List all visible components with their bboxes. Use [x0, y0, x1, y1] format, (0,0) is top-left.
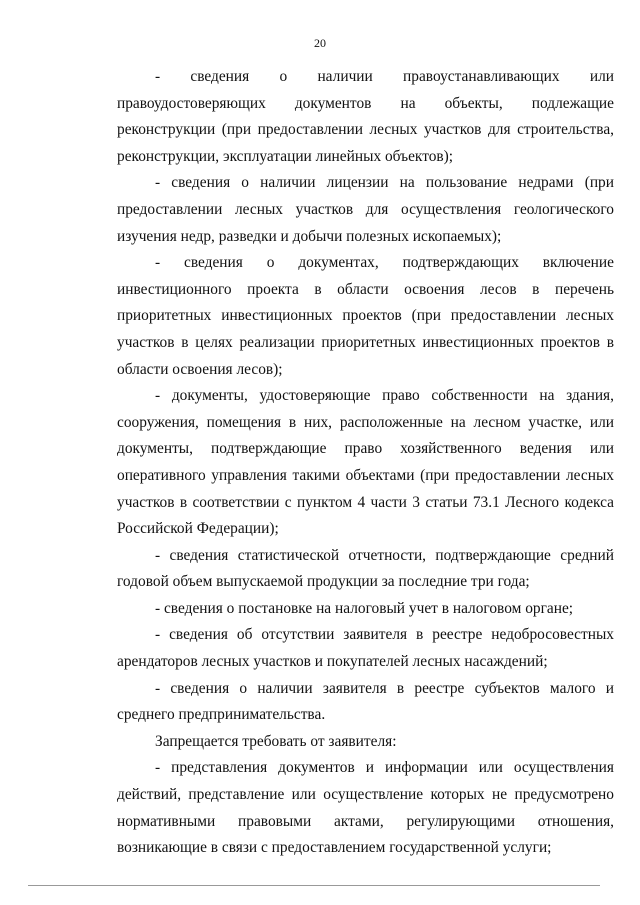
paragraph-prohibition-heading: Запрещается требовать от заявителя:	[155, 732, 397, 750]
paragraph-unscrupulous-registry: - сведения об отсутствии заявителя в реестре недобросовестных арендаторов лесных участков и покупателей лесных насаждений;	[117, 626, 614, 671]
paragraph-ownership-documents: - документы, удостоверяющие право собственности на здания, сооружения, помещения в них, расположенные на лесном участке, или документы, подтверждающие право хозяйственного ведения или оперативного управления такими объектами (при предоставлении лесных участков в соответствии с пунктом 4 части 3 статьи 73.1 Лесного кодекса Российской Федерации);	[117, 387, 614, 538]
page-number: 20	[314, 36, 326, 50]
paragraph-investment-project: - сведения о документах, подтверждающих включение инвестиционного проекта в области освоения лесов в перечень приоритетных инвестиционных проектов (при предоставлении лесных участков в целях реализации приоритетных инвестиционных проектов в области освоения лесов);	[117, 254, 614, 378]
paragraph-subsoil-license: - сведения о наличии лицензии на пользование недрами (при предоставлении лесных участков для осуществления геологического изучения недр, разведки и добычи полезных ископаемых);	[117, 174, 614, 245]
paragraph-prohibited-documents: - представления документов и информации или осуществления действий, представление или осуществление которых не предусмотрено нормативными правовыми актами, регулирующими отношения, возникающие в связи с предоставлением государственной услуги;	[117, 759, 614, 857]
paragraph-title-documents: - сведения о наличии правоустанавливающих или правоудостоверяющих документов на объекты, подлежащие реконструкции (при предоставлении лесных участков для строительства, реконструкции, эксплуатации линейных объектов);	[117, 68, 614, 165]
paragraph-sme-registry: - сведения о наличии заявителя в реестре субъектов малого и среднего предпринимательства.	[117, 679, 614, 724]
paragraph-tax-registration: - сведения о постановке на налоговый учет в налоговом органе;	[155, 599, 574, 617]
bottom-divider	[28, 885, 600, 886]
document-body	[117, 64, 614, 862]
paragraph-statistical-reporting: - сведения статистической отчетности, подтверждающие средний годовой объем выпускаемой продукции за последние три года;	[117, 546, 614, 591]
